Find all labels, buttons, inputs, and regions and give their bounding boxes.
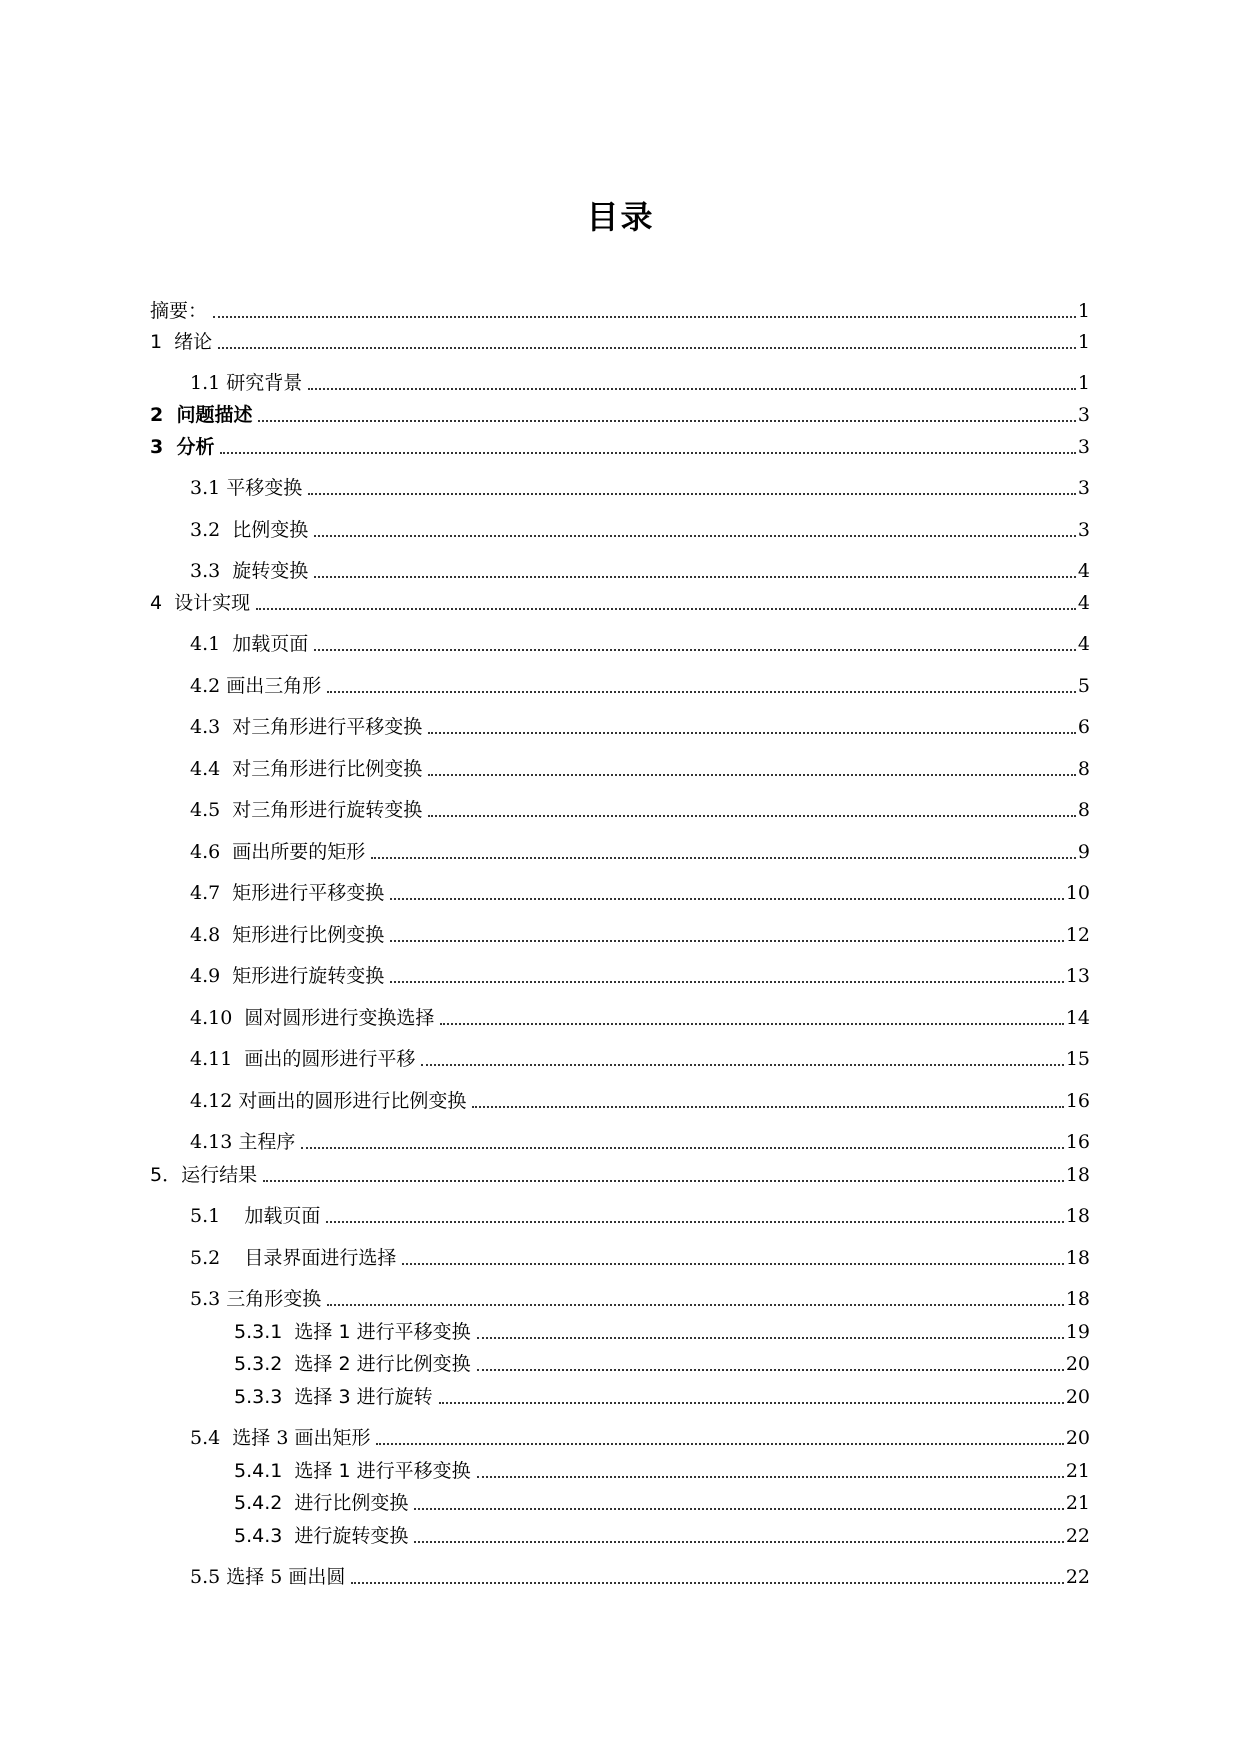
toc-page-number: 18	[1065, 1164, 1090, 1186]
dot-leader	[428, 815, 1076, 817]
toc-page-number: 16	[1065, 1131, 1090, 1153]
toc-page-number: 18	[1065, 1247, 1090, 1269]
toc-entry-5-3-2[interactable]	[234, 1350, 1090, 1378]
toc-entry-title: 5．运行结果	[150, 1164, 258, 1186]
toc-entry-title: 5.4.1 选择 1 进行平移变换	[234, 1460, 471, 1482]
toc-page-number: 9	[1077, 841, 1090, 863]
dot-leader	[390, 940, 1064, 942]
dot-leader	[414, 1541, 1063, 1543]
toc-page-number: 1	[1077, 300, 1090, 322]
toc-entry-2[interactable]	[150, 401, 1090, 429]
toc-page-number: 1	[1077, 331, 1090, 353]
toc-entry-5-2[interactable]	[190, 1244, 1090, 1272]
dot-leader	[351, 1582, 1063, 1584]
dot-leader	[314, 535, 1076, 537]
dot-leader	[326, 1221, 1063, 1223]
toc-entry-title: 5.3.2 选择 2 进行比例变换	[234, 1353, 471, 1375]
toc-page-number: 20	[1065, 1353, 1090, 1375]
toc-page-number: 4	[1077, 633, 1090, 655]
toc-entry-title: 5.3 三角形变换	[190, 1288, 322, 1310]
dot-leader	[258, 420, 1075, 422]
toc-entry-title: 5.5 选择 5 画出圆	[190, 1566, 346, 1588]
toc-page-number: 1	[1077, 372, 1090, 394]
toc-entry-title: 4.3 对三角形进行平移变换	[190, 716, 423, 738]
toc-entry-4-4[interactable]	[190, 755, 1090, 783]
dot-leader	[428, 774, 1076, 776]
toc-entry-title: 3.3 旋转变换	[190, 560, 309, 582]
toc-entry-4-1[interactable]	[190, 630, 1090, 658]
dot-leader	[477, 1476, 1064, 1478]
toc-page-number: 14	[1065, 1007, 1090, 1029]
dot-leader	[371, 857, 1076, 859]
toc-page-number: 4	[1077, 560, 1090, 582]
toc-entry-3-3[interactable]	[190, 557, 1090, 585]
toc-entry-title: 5.1 加载页面	[190, 1205, 321, 1227]
toc-entry-title: 4.4 对三角形进行比例变换	[190, 758, 423, 780]
toc-entry-1-1[interactable]	[190, 369, 1090, 397]
toc-entry-title: 2 问题描述	[150, 404, 253, 426]
toc-entry-4-10[interactable]	[190, 1004, 1090, 1032]
dot-leader	[477, 1337, 1064, 1339]
toc-entry-title: 5.4.2 进行比例变换	[234, 1492, 409, 1514]
toc-entry-title: 5.2 目录界面进行选择	[190, 1247, 397, 1269]
toc-page-number: 5	[1077, 675, 1090, 697]
toc-page-number: 22	[1065, 1566, 1090, 1588]
dot-leader	[376, 1443, 1063, 1445]
toc-page-number: 8	[1077, 799, 1090, 821]
dot-leader	[256, 608, 1076, 610]
dot-leader	[440, 1023, 1063, 1025]
toc-entry-title: 4.9 矩形进行旋转变换	[190, 965, 385, 987]
toc-entry-3[interactable]	[150, 433, 1090, 461]
dot-leader	[263, 1180, 1064, 1182]
toc-page-number: 22	[1065, 1525, 1090, 1547]
toc-page-number: 21	[1065, 1460, 1090, 1482]
toc-entry-4-3[interactable]	[190, 713, 1090, 741]
toc-page-number: 18	[1065, 1288, 1090, 1310]
toc-page-number: 3	[1077, 404, 1090, 426]
toc-entry-5-3-1[interactable]	[234, 1318, 1090, 1346]
toc-entry-title: 5.3.1 选择 1 进行平移变换	[234, 1321, 471, 1343]
dot-leader	[314, 649, 1076, 651]
toc-entry-title: 摘要：	[150, 300, 208, 322]
toc-entry-5-3-3[interactable]	[234, 1383, 1090, 1411]
dot-leader	[421, 1064, 1063, 1066]
toc-entry-4-8[interactable]	[190, 921, 1090, 949]
toc-entry-4-2[interactable]	[190, 672, 1090, 700]
toc-entry-title: 4.7 矩形进行平移变换	[190, 882, 385, 904]
dot-leader	[472, 1106, 1063, 1108]
dot-leader	[314, 576, 1076, 578]
toc-entry-1[interactable]	[150, 328, 1090, 356]
toc-entry-title: 4.11 画出的圆形进行平移	[190, 1048, 416, 1070]
dot-leader	[220, 452, 1075, 454]
toc-entry-4-7[interactable]	[190, 879, 1090, 907]
toc-entry-3-2[interactable]	[190, 516, 1090, 544]
toc-entry-title: 1.1 研究背景	[190, 372, 303, 394]
toc-entry-3-1[interactable]	[190, 474, 1090, 502]
toc-entry-title: 4.2 画出三角形	[190, 675, 322, 697]
page-title: 目录	[586, 198, 655, 237]
toc-entry-4[interactable]	[150, 589, 1090, 617]
toc-entry-title: 5.4.3 进行旋转变换	[234, 1525, 409, 1547]
toc-entry-5[interactable]	[150, 1161, 1090, 1189]
toc-page-number: 3	[1077, 477, 1090, 499]
toc-page-number: 3	[1077, 436, 1090, 458]
toc-entry-title: 4.5 对三角形进行旋转变换	[190, 799, 423, 821]
dot-leader	[327, 691, 1076, 693]
toc-page-number: 12	[1065, 924, 1090, 946]
toc-entry-5-4-2[interactable]	[234, 1489, 1090, 1517]
toc-page-number: 10	[1065, 882, 1090, 904]
toc-entry-4-5[interactable]	[190, 796, 1090, 824]
toc-page-number: 16	[1065, 1090, 1090, 1112]
dot-leader	[428, 732, 1076, 734]
toc-entry-title: 3.1 平移变换	[190, 477, 303, 499]
toc-entry-5-5[interactable]	[190, 1563, 1090, 1591]
dot-leader	[439, 1402, 1064, 1404]
toc-entry-4-12[interactable]	[190, 1087, 1090, 1115]
dot-leader	[390, 898, 1064, 900]
toc-entry-title: 4 设计实现	[150, 592, 251, 614]
toc-entry-title: 4.12 对画出的圆形进行比例变换	[190, 1090, 467, 1112]
toc-entry-4-6[interactable]	[190, 838, 1090, 866]
toc-entry-5-3[interactable]	[190, 1285, 1090, 1313]
dot-leader	[390, 981, 1064, 983]
toc-entry-4-13[interactable]	[190, 1128, 1090, 1156]
dot-leader	[301, 1147, 1063, 1149]
toc-entry-title: 1 绪论	[150, 331, 213, 353]
toc-entry-title: 4.1 加载页面	[190, 633, 309, 655]
toc-entry-abstract[interactable]	[150, 297, 1090, 325]
toc-page-number: 20	[1065, 1386, 1090, 1408]
toc-entry-title: 4.8 矩形进行比例变换	[190, 924, 385, 946]
dot-leader	[414, 1508, 1063, 1510]
dot-leader	[477, 1369, 1064, 1371]
dot-leader	[308, 388, 1076, 390]
toc-entry-title: 3.2 比例变换	[190, 519, 309, 541]
dot-leader	[308, 493, 1076, 495]
toc-entry-title: 4.10 圆对圆形进行变换选择	[190, 1007, 435, 1029]
toc-entry-5-4[interactable]	[190, 1424, 1090, 1452]
toc-page-number: 21	[1065, 1492, 1090, 1514]
toc-page-number: 18	[1065, 1205, 1090, 1227]
toc-page-number: 20	[1065, 1427, 1090, 1449]
toc-entry-title: 4.13 主程序	[190, 1131, 296, 1153]
toc-page-number: 19	[1065, 1321, 1090, 1343]
toc-page-number: 13	[1065, 965, 1090, 987]
dot-leader	[213, 316, 1076, 318]
toc-entry-4-9[interactable]	[190, 962, 1090, 990]
toc-entry-title: 4.6 画出所要的矩形	[190, 841, 366, 863]
dot-leader	[402, 1263, 1063, 1265]
toc-page-number: 8	[1077, 758, 1090, 780]
toc-page-number: 6	[1077, 716, 1090, 738]
toc-entry-title: 5.4 选择 3 画出矩形	[190, 1427, 371, 1449]
toc-page-number: 15	[1065, 1048, 1090, 1070]
toc-entry-5-4-3[interactable]	[234, 1522, 1090, 1550]
dot-leader	[218, 347, 1076, 349]
toc-entry-4-11[interactable]	[190, 1045, 1090, 1073]
toc-page-number: 3	[1077, 519, 1090, 541]
toc-entry-5-4-1[interactable]	[234, 1457, 1090, 1485]
toc-entry-5-1[interactable]	[190, 1202, 1090, 1230]
toc-page-number: 4	[1077, 592, 1090, 614]
toc-entry-title: 3 分析	[150, 436, 215, 458]
dot-leader	[327, 1304, 1064, 1306]
toc-entry-title: 5.3.3 选择 3 进行旋转	[234, 1386, 433, 1408]
